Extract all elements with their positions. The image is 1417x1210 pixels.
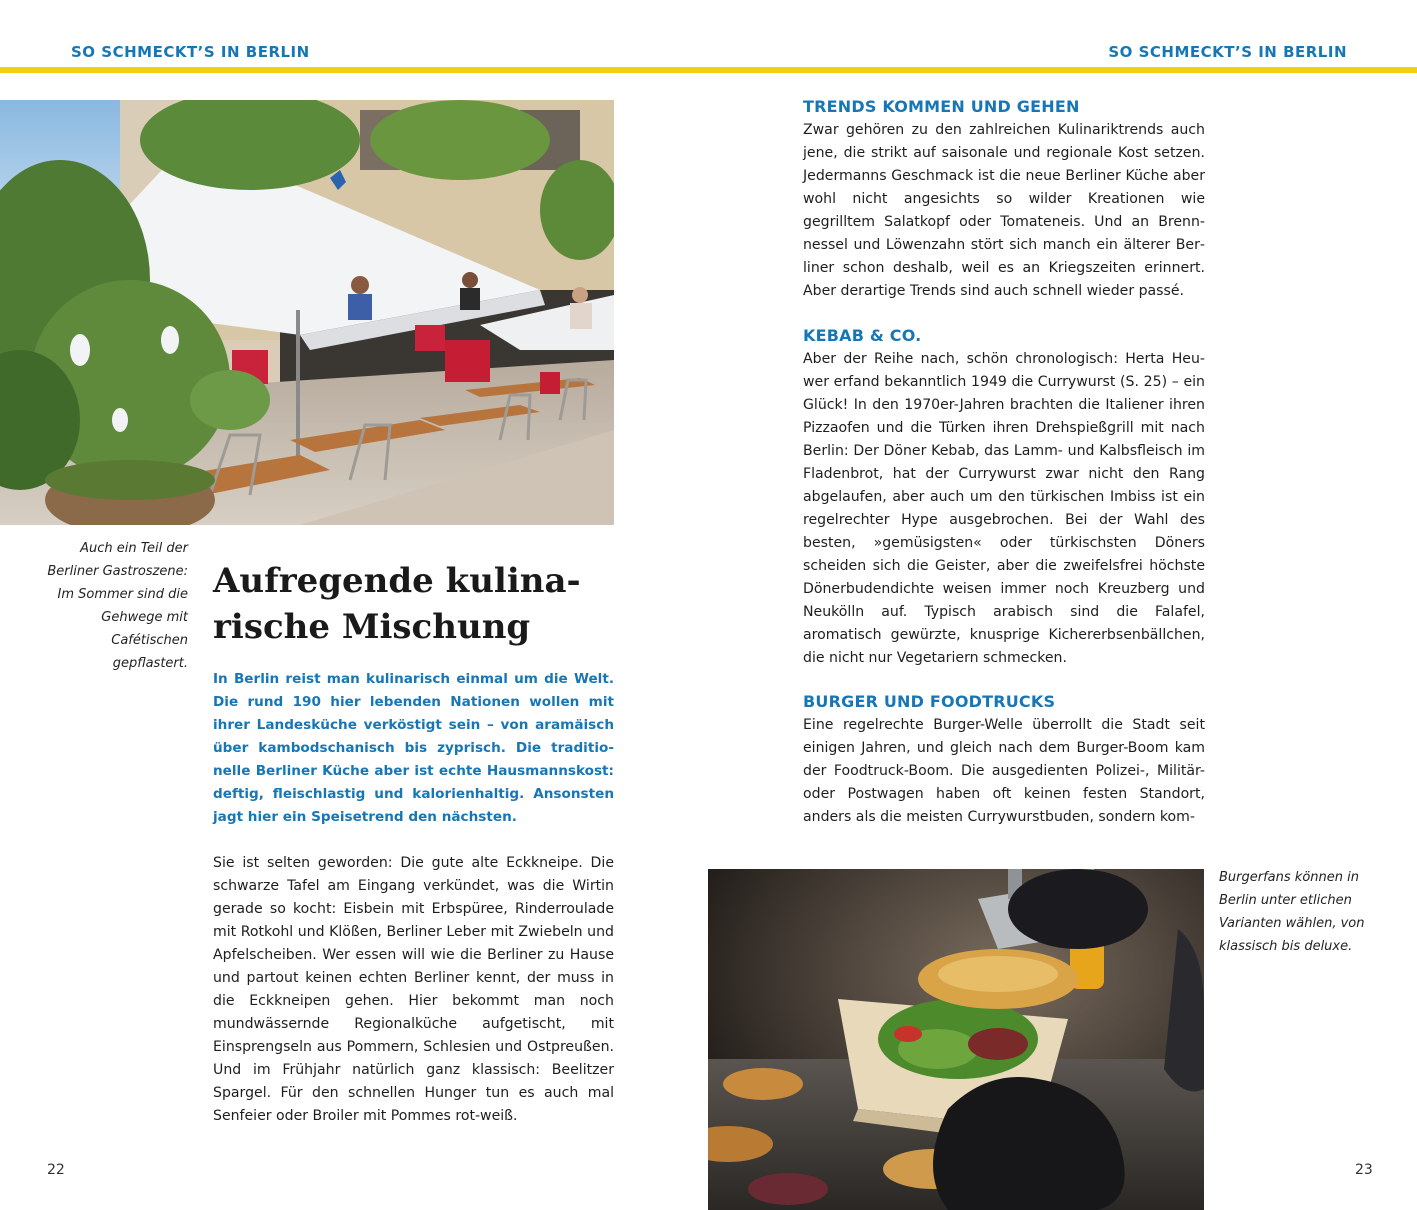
page-number-right: 23 <box>1355 1162 1373 1178</box>
section-trends <box>803 95 1205 303</box>
section-kebab <box>803 324 1205 670</box>
section-burger <box>803 690 1205 829</box>
section-heading-burger: BURGER UND FOODTRUCKS <box>803 692 1056 711</box>
cafe-photo-caption: Auch ein Teil der Berliner Gastroszene: Im Sommer sind die Gehwege mit Cafétischen gepflastert. <box>47 541 188 671</box>
running-head-right: SO SCHMECKT’S IN BERLIN <box>1108 43 1347 61</box>
article-title: Aufregende kulinarische Mischung <box>213 561 581 647</box>
burger-photo-caption: Burgerfans können in Berlin unter etlichen Varianten wählen, von klassisch bis deluxe. <box>1219 870 1365 954</box>
section-text-burger: Eine regelrechte Burger-Welle überrollt die Stadt seit einigen Jahren, und gleich nach dem Burger-Boom kam der Foodtruck-Boom. Die ausgedienten Polizei-, Militär- oder Postwagen haben oft keinen festen Standort, anders als die meisten Currywurstbuden, sondern kom- <box>803 717 1205 825</box>
page-number-left: 22 <box>47 1162 65 1178</box>
header-rule <box>0 67 1417 73</box>
article-lead: In Berlin reist man kulinarisch einmal um die Welt. Die rund 190 hier lebenden Nationen wollen mit ihrer Landesküche verköstigt sein – von aramäisch über kambodschanisch bis zyprisch. Die traditionelle Berliner Küche aber ist echte Hausmannskost: deftig, fleischlastig und kalorienhaltig. Ansonsten jagt hier ein Speisetrend den nächsten. <box>213 671 614 825</box>
section-heading-trends: TRENDS KOMMEN UND GEHEN <box>803 97 1080 116</box>
cafe-terrace-photo <box>0 100 614 525</box>
burger-photo <box>708 869 1204 1210</box>
section-text-kebab: Aber der Reihe nach, schön chronologisch: Herta Heuwer erfand bekanntlich 1949 die Currywurst (S. 25) – ein Glück! In den 1970er-Jahren brachten die Italiener ihren Pizzaofen und die Türken ihren Drehspießgrill mit nach Berlin: Der Döner Kebab, das Lamm- und Kalbsfleisch im Fladenbrot, hat der Currywurst zwar nicht den Rang abgelaufen, aber auch um den türkischen Imbiss ist ein regelrechter Hype ausgebrochen. Bei der Wahl des besten, »gemüsigsten« oder türkischsten Döners scheiden sich die Geister, aber die zweifelsfrei höchste Dönerbudendichte weisen immer noch Kreuzberg und Neukölln auf. Typisch arabisch sind die Falafel, aromatisch gewürzte, knusprige Kichererbsenbällchen, die nicht nur Vegetariern schmecken. <box>803 351 1205 666</box>
article-body: Sie ist selten geworden: Die gute alte Eckkneipe. Die schwarze Tafel am Eingang verkündet, was die Wirtin gerade so kocht: Eisbein mit Erbspüree, Rinderroulade mit Rotkohl und Klößen, Berliner Leber mit Zwiebeln und Apfelscheiben. Wer essen will wie die Berliner zu Hause und partout keinen echten Berliner kennt, der muss in die Eckkneipen gehen. Hier bekommt man noch mundwässernde Regionalküche aufgetischt, mit Einsprengseln aus Pommern, Schlesien und Ostpreußen. Und im Frühjahr natürlich ganz klassisch: Beelitzer Spargel. Für den schnellen Hunger tun es auch mal Senfeier oder Broiler mit Pommes rot-weiß. <box>213 855 614 1124</box>
section-heading-kebab: KEBAB & CO. <box>803 326 922 345</box>
running-head-left: SO SCHMECKT’S IN BERLIN <box>71 43 310 61</box>
section-text-trends: Zwar gehören zu den zahlreichen Kulinariktrends auch jene, die strikt auf saisonale und regionale Kost setzen. Jedermanns Geschmack ist die neue Berliner Küche aber wohl nicht angesichts so wilder Kreationen wie gegrilltem Salatkopf oder Tomateneis. Und an Brennnessel und Löwenzahn stört sich manch ein älterer Berliner schon deshalb, weil es an Kriegszeiten erinnert. Aber derartige Trends sind auch schnell wieder passé. <box>803 122 1205 299</box>
